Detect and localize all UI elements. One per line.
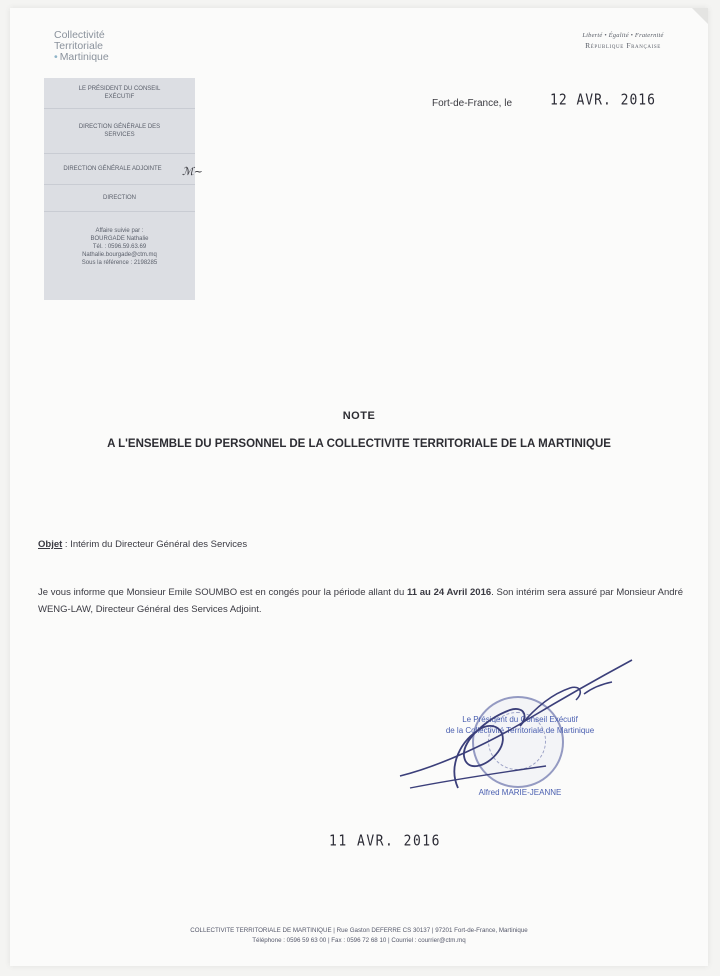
routing-president xyxy=(44,78,195,109)
agent-phone: Tél. : 0596.59.63.69 xyxy=(92,244,147,250)
logo-line-3-text: Martinique xyxy=(59,51,109,63)
signatory-title-line-1: Le Président du Conseil Exécutif xyxy=(462,715,578,724)
routing-dgs xyxy=(44,109,195,154)
routing-contact xyxy=(44,212,195,282)
signatory-name: Alfred MARIE-JEANNE xyxy=(478,788,562,797)
page-footer xyxy=(10,926,708,946)
date-stamp-top: 12 AVR. 2016 xyxy=(550,91,656,110)
agent-email: Nathalie.bourgade@ctm.mq xyxy=(82,252,157,258)
page-corner-fold xyxy=(692,8,708,24)
document-page xyxy=(10,8,708,966)
routing-stamp-box xyxy=(44,78,203,300)
routing-president-label: LE PRÉSIDENT DU CONSEIL EXÉCUTIF xyxy=(78,86,161,100)
logo-dot-icon: • xyxy=(54,51,58,63)
logo-line-3 xyxy=(54,52,174,63)
agent-name: BOURGADE Nathalie xyxy=(90,236,149,242)
date-stamp-bottom: 11 AVR. 2016 xyxy=(329,832,441,851)
footer-contact: Téléphone : 0596 59 63 00 | Fax : 0596 72 68 10 | Courriel : courrier@ctm.mq xyxy=(252,937,466,944)
republic-header xyxy=(558,32,688,50)
note-title: NOTE xyxy=(342,410,376,422)
routing-dga-label: DIRECTION GÉNÉRALE ADJOINTE xyxy=(63,166,162,172)
addressee-line: A L'ENSEMBLE DU PERSONNEL DE LA COLLECTIVITE TERRITORIALE DE LA MARTINIQUE xyxy=(107,438,611,450)
footer-address: COLLECTIVITE TERRITORIALE DE MARTINIQUE | Rue Gaston DEFERRE CS 30137 | 97201 Fort-de-France, Martinique xyxy=(190,927,528,934)
body-paragraph xyxy=(38,584,683,618)
initials-mark: ℳ~ xyxy=(182,165,203,178)
signature-block xyxy=(370,648,670,818)
subject-line xyxy=(38,539,247,550)
routing-dga xyxy=(44,154,195,185)
routing-direction-label: DIRECTION xyxy=(103,195,136,201)
republic-motto: Liberté • Égalité • Fraternité xyxy=(582,32,664,39)
signatory-title-line-2: de la Collectivité Territoriale de Martinique xyxy=(445,726,595,735)
paragraph-part-1: Je vous informe que Monsieur Emile SOUMBO est en congés pour la période allant du xyxy=(38,587,407,598)
paragraph-dates: 11 au 24 Avril 2016 xyxy=(406,587,492,598)
logo-line-1: Collectivité xyxy=(54,29,105,41)
ctm-logo xyxy=(54,30,174,63)
paragraph-part-2: . Son intérim sera assuré par Monsieur André WENG-LAW, Directeur Général des Services Adjoint. xyxy=(38,587,683,615)
logo-line-2: Territoriale xyxy=(54,40,104,52)
republic-name: République Française xyxy=(585,41,661,50)
routing-direction xyxy=(44,185,195,212)
place-label: Fort-de-France, le xyxy=(432,98,513,109)
subject-text: : Intérim du Directeur Général des Services xyxy=(62,539,248,550)
handwritten-signature-icon xyxy=(370,648,670,818)
affaire-label: Affaire suivie par : xyxy=(95,228,144,234)
subject-label: Objet xyxy=(38,539,63,550)
routing-dgs-label: DIRECTION GÉNÉRALE DES SERVICES xyxy=(78,124,161,138)
reference-number: Sous la référence : 2198285 xyxy=(81,260,158,266)
